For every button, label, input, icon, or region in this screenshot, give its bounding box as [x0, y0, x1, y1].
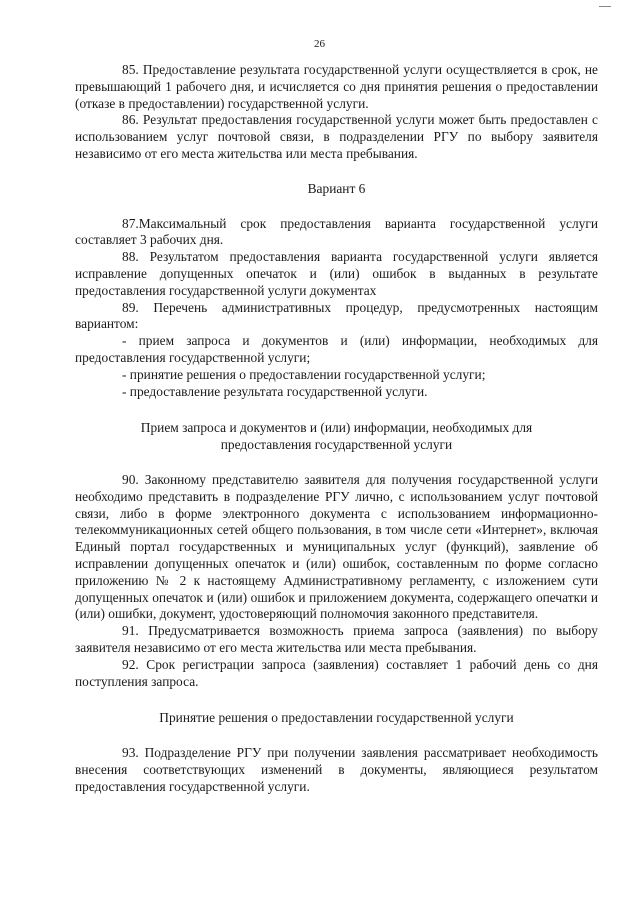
list-item: - прием запроса и документов и (или) информации, необходимых для предоставления государственной услуги; — [75, 333, 598, 365]
paragraph-88: 88. Результатом предоставления варианта государственной услуги является исправление допущенных опечаток и (или) ошибок в выданных в результате предоставления государственной услуги документах — [75, 249, 598, 298]
paragraph-86: 86. Результат предоставления государственной услуги может быть предоставлен с использованием услуг почтовой связи, в подразделении РГУ по выбору заявителя независимо от его места жительства или места пребывания. — [75, 112, 598, 161]
page-number: 26 — [314, 38, 325, 50]
scan-mark — [599, 0, 611, 7]
paragraph-87: 87.Максимальный срок предоставления варианта государственной услуги составляет 3 рабочих дня. — [75, 215, 598, 248]
paragraph-90: 90. Законному представителю заявителя для получения государственной услуги необходимо представить в подразделение РГУ лично, с использованием услуг почтовой связи, либо в форме электронного документа с использованием информационно-телекоммуникационных сетей общего пользования, в том числе сети «Интернет», включая Единый портал государственных и муниципальных услуг (функций), заявление об исправлении допущенных опечаток и (или) ошибок, составленным по форме согласно приложению № 2 к настоящему Административному регламенту, с изложением сути допущенных опечаток и (или) ошибок и приложением документа, содержащего опечатки и (или) ошибки, документ, удостоверяющий полномочия законного представителя. — [75, 471, 598, 622]
section-heading-request: Прием запроса и документов и (или) информации, необходимых для предоставления государственной услуги — [140, 420, 533, 453]
page-content — [75, 62, 598, 795]
variant-heading: Вариант 6 — [307, 180, 366, 196]
list-item: - принятие решения о предоставлении государственной услуги; — [122, 366, 486, 382]
paragraph-93: 93. Подразделение РГУ при получении заявления рассматривает необходимость внесения соответствующих изменений в документы, являющиеся результатом предоставления государственной услуги. — [75, 745, 598, 794]
list-item: - предоставление результата государственной услуги. — [122, 383, 428, 399]
paragraph-91: 91. Предусматривается возможность приема запроса (заявления) по выбору заявителя независимо от его места жительства или места пребывания. — [75, 623, 598, 655]
paragraph-85: 85. Предоставление результата государственной услуги осуществляется в срок, не превышающий 1 рабочего дня, и исчисляется со дня принятия решения о предоставлении (отказе в предоставлении) государственной услуги. — [75, 62, 598, 111]
paragraph-92: 92. Срок регистрации запроса (заявления) составляет 1 рабочий день со дня поступления запроса. — [75, 656, 598, 689]
paragraph-89: 89. Перечень административных процедур, предусмотренных настоящим вариантом: — [75, 299, 598, 332]
section-heading-decision: Принятие решения о предоставлении государственной услуги — [159, 710, 514, 726]
procedure-list — [75, 333, 598, 400]
